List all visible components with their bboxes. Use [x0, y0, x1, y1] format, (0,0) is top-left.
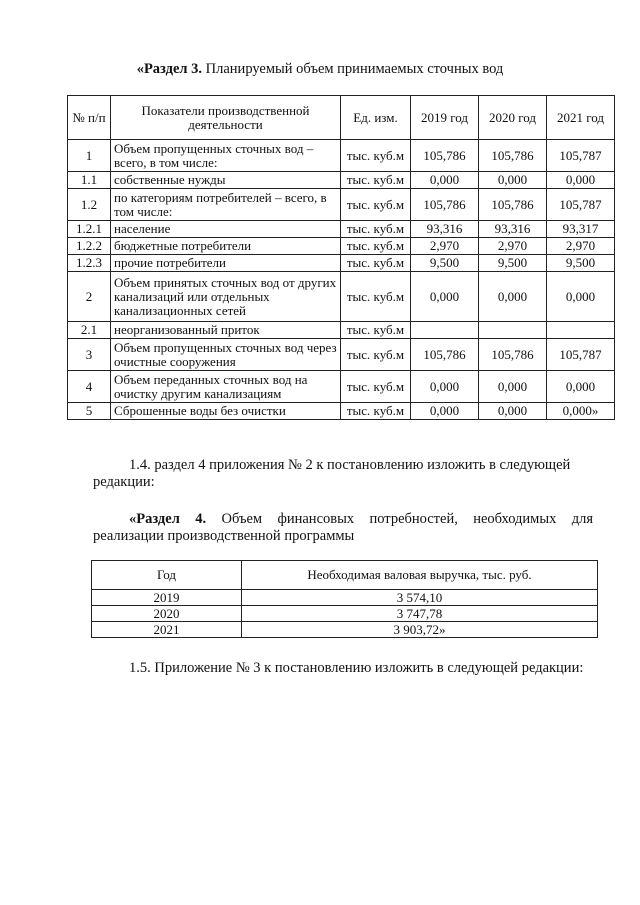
row-value-2021: 105,787: [547, 189, 615, 221]
row-unit: тыс. куб.м: [341, 403, 411, 420]
row-value-2020: [479, 322, 547, 339]
row-unit: тыс. куб.м: [341, 189, 411, 221]
paragraph-1-4: [93, 457, 593, 491]
section4-title-line2: реализации производственной программы: [93, 528, 355, 544]
table-row: [92, 622, 598, 638]
section4-title-line1: [93, 511, 593, 528]
section3-title-text: Планируемый объем принимаемых сточных вод: [202, 61, 504, 77]
row-year: 2021: [92, 622, 242, 638]
header-revenue: Необходимая валовая выручка, тыс. руб.: [242, 561, 598, 590]
row-value-2020: 0,000: [479, 403, 547, 420]
row-indicator: Объем пропущенных сточных вод через очистные сооружения: [111, 339, 341, 371]
row-unit: тыс. куб.м: [341, 221, 411, 238]
row-indicator: бюджетные потребители: [111, 238, 341, 255]
row-value-2019: 2,970: [411, 238, 479, 255]
row-value-2021: 105,787: [547, 140, 615, 172]
row-num: 4: [68, 371, 111, 403]
row-unit: тыс. куб.м: [341, 322, 411, 339]
row-num: 1.2.3: [68, 255, 111, 272]
section4-header-row: [92, 561, 598, 590]
row-indicator: прочие потребители: [111, 255, 341, 272]
row-value-2020: 105,786: [479, 140, 547, 172]
row-value-2019: 93,316: [411, 221, 479, 238]
section3-header-row: [68, 96, 615, 140]
row-value-2019: 0,000: [411, 403, 479, 420]
row-value-2021: 105,787: [547, 339, 615, 371]
row-value-2021: 0,000: [547, 272, 615, 322]
row-num: 1.2.1: [68, 221, 111, 238]
row-value-2019: 0,000: [411, 172, 479, 189]
row-value-2021: 93,317: [547, 221, 615, 238]
header-2020: 2020 год: [479, 96, 547, 140]
row-value-2019: 9,500: [411, 255, 479, 272]
paragraph-1-4-text: 1.4. раздел 4 приложения № 2 к постановлению изложить в следующей редакции:: [93, 457, 571, 490]
row-value-2019: [411, 322, 479, 339]
row-value-2019: 105,786: [411, 189, 479, 221]
table-row: [68, 172, 615, 189]
row-value-2020: 93,316: [479, 221, 547, 238]
row-num: 2.1: [68, 322, 111, 339]
paragraph-1-5: [93, 660, 593, 677]
row-unit: тыс. куб.м: [341, 339, 411, 371]
table-row: [92, 590, 598, 606]
table-row: [92, 606, 598, 622]
section3-title-bold: «Раздел 3.: [136, 61, 203, 77]
row-indicator: Объем пропущенных сточных вод – всего, в том числе:: [111, 140, 341, 172]
row-unit: тыс. куб.м: [341, 371, 411, 403]
header-num: № п/п: [68, 96, 111, 140]
row-value-2021: 0,000»: [547, 403, 615, 420]
row-value-2021: [547, 322, 615, 339]
table-row: [68, 140, 615, 172]
row-value-2021: 0,000: [547, 172, 615, 189]
row-value-2021: 0,000: [547, 371, 615, 403]
section4-title-bold: «Раздел 4.: [129, 511, 207, 527]
table-row: [68, 322, 615, 339]
header-year: Год: [92, 561, 242, 590]
table-row: [68, 189, 615, 221]
row-value-2020: 2,970: [479, 238, 547, 255]
section4-title: [93, 511, 593, 545]
row-revenue: 3 903,72»: [242, 622, 598, 638]
table-row: [68, 238, 615, 255]
paragraph-1-5-text: 1.5. Приложение № 3 к постановлению изложить в следующей редакции:: [129, 660, 584, 676]
row-indicator: население: [111, 221, 341, 238]
row-value-2020: 0,000: [479, 371, 547, 403]
row-indicator: неорганизованный приток: [111, 322, 341, 339]
section4-title-text: Объем финансовых потребностей, необходимых для: [206, 511, 594, 527]
row-value-2019: 0,000: [411, 272, 479, 322]
section3-title: [0, 61, 640, 78]
row-unit: тыс. куб.м: [341, 255, 411, 272]
row-num: 1: [68, 140, 111, 172]
row-indicator: Сброшенные воды без очистки: [111, 403, 341, 420]
row-num: 1.2: [68, 189, 111, 221]
row-year: 2019: [92, 590, 242, 606]
table-row: [68, 255, 615, 272]
row-value-2020: 105,786: [479, 339, 547, 371]
row-value-2020: 105,786: [479, 189, 547, 221]
row-unit: тыс. куб.м: [341, 272, 411, 322]
row-value-2021: 2,970: [547, 238, 615, 255]
row-value-2020: 9,500: [479, 255, 547, 272]
row-num: 1.2.2: [68, 238, 111, 255]
row-indicator: по категориям потребителей – всего, в том числе:: [111, 189, 341, 221]
table-row: [68, 339, 615, 371]
header-2021: 2021 год: [547, 96, 615, 140]
row-unit: тыс. куб.м: [341, 140, 411, 172]
row-indicator: Объем переданных сточных вод на очистку другим канализациям: [111, 371, 341, 403]
header-indicator: Показатели производственной деятельности: [111, 96, 341, 140]
row-value-2021: 9,500: [547, 255, 615, 272]
header-unit: Ед. изм.: [341, 96, 411, 140]
row-value-2019: 0,000: [411, 371, 479, 403]
row-num: 3: [68, 339, 111, 371]
section3-table: [67, 95, 615, 420]
row-num: 1.1: [68, 172, 111, 189]
row-num: 5: [68, 403, 111, 420]
row-unit: тыс. куб.м: [341, 238, 411, 255]
row-value-2020: 0,000: [479, 272, 547, 322]
table-row: [68, 221, 615, 238]
header-2019: 2019 год: [411, 96, 479, 140]
row-year: 2020: [92, 606, 242, 622]
row-revenue: 3 574,10: [242, 590, 598, 606]
table-row: [68, 371, 615, 403]
row-value-2019: 105,786: [411, 140, 479, 172]
row-indicator: Объем принятых сточных вод от других канализаций или отдельных канализационных сетей: [111, 272, 341, 322]
row-value-2020: 0,000: [479, 172, 547, 189]
section4-table: [91, 560, 598, 638]
row-num: 2: [68, 272, 111, 322]
table-row: [68, 403, 615, 420]
row-value-2019: 105,786: [411, 339, 479, 371]
row-unit: тыс. куб.м: [341, 172, 411, 189]
row-revenue: 3 747,78: [242, 606, 598, 622]
table-row: [68, 272, 615, 322]
row-indicator: собственные нужды: [111, 172, 341, 189]
